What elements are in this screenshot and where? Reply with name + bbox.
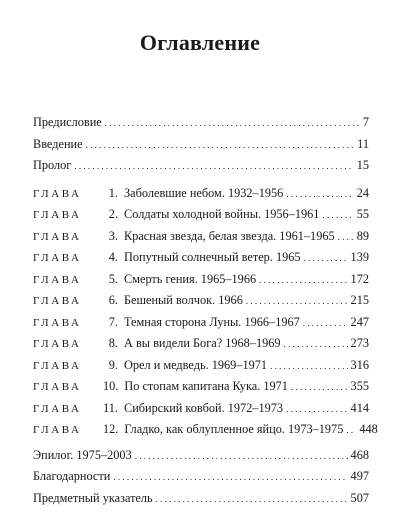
dot-leader: [303, 315, 348, 330]
toc-page-number: 507: [350, 490, 369, 505]
chapter-number: 3.: [108, 228, 118, 243]
dot-leader: [105, 115, 360, 130]
chapter-title: Бешеный волчок. 1966: [124, 293, 243, 307]
toc-page-number: 414: [350, 400, 369, 415]
dot-leader: [346, 422, 356, 437]
chapter-number: 9.: [108, 357, 118, 372]
toc-page-number: 448: [359, 422, 378, 436]
toc-entry-chapter-5[interactable]: [33, 272, 369, 294]
chapter-label: ГЛАВА: [33, 316, 82, 329]
toc-entry-introduction[interactable]: [33, 137, 369, 159]
chapter-title: Орел и медведь. 1969–1971: [124, 357, 268, 372]
dot-leader: [322, 207, 353, 222]
chapter-title: Гладко, как облупленное яйцо. 1973–1975: [124, 422, 344, 436]
toc-page-number: 11: [357, 136, 369, 151]
toc-entry-label: Эпилог. 1975–2003: [33, 447, 132, 462]
toc-entry-chapter-1[interactable]: [33, 186, 369, 208]
chapter-number: 8.: [108, 336, 118, 350]
chapter-title: По стопам капитана Кука. 1971: [124, 379, 288, 393]
toc-entry-chapter-6[interactable]: [33, 293, 369, 315]
dot-leader: [304, 250, 348, 265]
toc-page-number: 497: [350, 469, 369, 483]
toc-page-number: 15: [356, 158, 369, 172]
chapter-title: Сибирский ковбой. 1972–1973: [124, 400, 284, 415]
toc-entry-label: Благодарности: [33, 469, 111, 483]
chapter-number: 10.: [103, 379, 119, 393]
dot-leader: [270, 358, 347, 373]
toc-entry-chapter-7[interactable]: [33, 315, 369, 337]
chapter-number: 7.: [108, 314, 118, 329]
toc-entry-preface[interactable]: [33, 115, 369, 137]
chapter-title: А вы видели Бога? 1968–1969: [124, 336, 281, 350]
chapter-label: ГЛАВА: [33, 402, 82, 415]
chapter-label: ГЛАВА: [33, 295, 82, 307]
chapter-label: ГЛАВА: [33, 273, 82, 286]
toc-entry-prologue[interactable]: [33, 158, 369, 180]
toc-entry-label: Предметный указатель: [33, 490, 153, 505]
dot-leader: [246, 293, 348, 308]
chapter-title: Темная сторона Луны. 1966–1967: [124, 314, 300, 329]
toc-entry-label: Предисловие: [33, 115, 102, 129]
chapter-label: ГЛАВА: [33, 424, 82, 436]
dot-leader: [156, 491, 348, 506]
toc-page-number: 273: [350, 336, 369, 350]
toc-page-number: 55: [356, 207, 369, 221]
toc-page-number: 355: [350, 379, 369, 393]
toc-entry-label: Введение: [33, 136, 83, 151]
chapter-number: 12.: [103, 422, 119, 436]
chapter-label: ГЛАВА: [33, 187, 82, 200]
toc-page-number: 7: [362, 115, 369, 129]
dot-leader: [135, 448, 348, 463]
chapter-label: ГЛАВА: [33, 381, 82, 393]
toc-page-number: 215: [350, 293, 369, 307]
table-of-contents: [33, 115, 378, 512]
chapter-label: ГЛАВА: [33, 359, 82, 372]
dot-leader: [338, 229, 354, 244]
toc-entry-chapter-4[interactable]: [33, 250, 369, 272]
toc-page-number: 316: [350, 357, 369, 372]
chapter-number: 5.: [108, 271, 118, 286]
toc-page-number: 24: [356, 185, 369, 200]
chapter-title: Смерть гения. 1965–1966: [124, 271, 257, 286]
dot-leader: [86, 137, 355, 152]
toc-page-number: 468: [350, 447, 369, 462]
dot-leader: [286, 186, 353, 201]
dot-leader: [259, 272, 347, 287]
dot-leader: [113, 469, 347, 484]
toc-entry-chapter-8[interactable]: [33, 336, 369, 358]
chapter-number: 11.: [103, 400, 118, 415]
toc-page-number: 139: [350, 250, 369, 264]
toc-entry-chapter-2[interactable]: [33, 207, 369, 229]
toc-page-number: 89: [356, 228, 369, 243]
chapter-title: Попутный солнечный ветер. 1965: [124, 250, 301, 264]
toc-entry-epilogue[interactable]: [33, 448, 369, 470]
toc-entry-chapter-9[interactable]: [33, 358, 369, 380]
chapter-number: 4.: [108, 250, 118, 264]
chapter-title: Заболевшие небом. 1932–1956: [124, 185, 284, 200]
toc-page-number: 172: [350, 271, 369, 286]
page-title: Оглавление: [139, 30, 261, 55]
chapter-title: Солдаты холодной войны. 1956–1961: [124, 207, 320, 221]
dot-leader: [74, 158, 353, 173]
toc-entry-acknowledgements[interactable]: [33, 469, 369, 491]
chapter-label: ГЛАВА: [33, 252, 82, 264]
chapter-number: 1.: [108, 185, 118, 200]
chapter-label: ГЛАВА: [33, 230, 82, 243]
toc-entry-index[interactable]: [33, 491, 369, 513]
chapter-label: ГЛАВА: [33, 338, 82, 350]
chapter-label: ГЛАВА: [33, 209, 82, 221]
toc-entry-chapter-11[interactable]: [33, 401, 369, 423]
chapter-title: Красная звезда, белая звезда. 1961–1965: [124, 228, 335, 243]
toc-entry-label: Пролог: [33, 158, 72, 172]
toc-entry-chapter-12[interactable]: [33, 422, 378, 444]
toc-entry-chapter-3[interactable]: [33, 229, 369, 251]
toc-page-number: 247: [350, 314, 369, 329]
toc-entry-chapter-10[interactable]: [33, 379, 369, 401]
chapter-number: 6.: [108, 293, 118, 307]
dot-leader: [284, 336, 348, 351]
chapter-number: 2.: [108, 207, 118, 221]
dot-leader: [291, 379, 348, 394]
dot-leader: [286, 401, 347, 416]
